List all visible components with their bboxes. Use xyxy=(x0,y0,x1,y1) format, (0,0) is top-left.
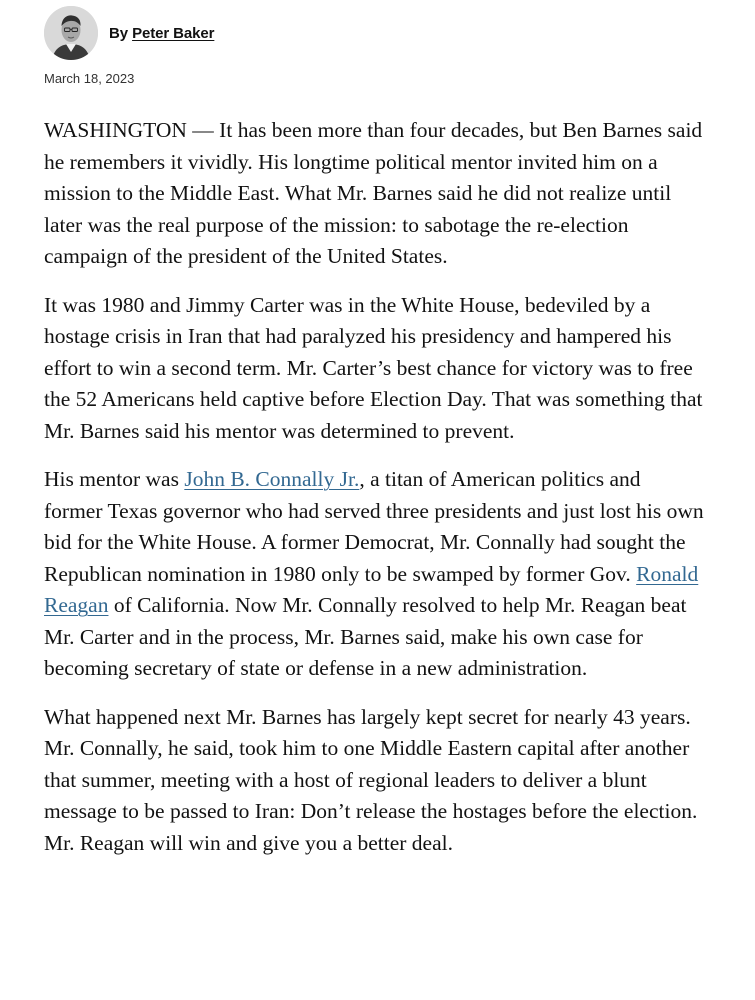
article-paragraph: What happened next Mr. Barnes has largely kept secret for nearly 43 years. Mr. Connally, he said, took him to one Middle Eastern capital after another that summer, meeting with a host of regional leaders to deliver a blunt message to be passed to Iran: Don’t release the hostages before the election. Mr. Reagan will win and give you a better deal. xyxy=(44,704,698,855)
ronald-reagan-link[interactable]: Ronald Reagan xyxy=(44,561,699,617)
article-paragraph xyxy=(44,464,704,685)
article-body xyxy=(44,115,704,876)
author-avatar-image xyxy=(44,6,98,60)
john-connally-link[interactable]: John B. Connally Jr. xyxy=(184,467,360,491)
paragraph-text: of California. Now Mr. Connally resolved to help Mr. Reagan beat Mr. Carter and in the process, Mr. Barnes said, make his own case for becoming secretary of state or defense in a new administration. xyxy=(44,593,687,680)
publish-date: March 18, 2023 xyxy=(44,71,135,86)
author-link[interactable]: Peter Baker xyxy=(132,24,215,42)
byline xyxy=(44,6,214,60)
article-paragraph: WASHINGTON — It has been more than four decades, but Ben Barnes said he remembers it vividly. His longtime political mentor invited him on a mission to the Middle East. What Mr. Barnes said he did not realize until later was the real purpose of the mission: to sabotage the re-election campaign of the president of the United States. xyxy=(44,118,703,268)
author-avatar[interactable] xyxy=(44,6,98,60)
byline-prefix: By xyxy=(109,24,128,42)
article-paragraph: It was 1980 and Jimmy Carter was in the White House, bedeviled by a hostage crisis in Iran that had paralyzed his presidency and hampered his effort to win a second term. Mr. Carter’s best chance for victory was to free the 52 Americans held captive before Election Day. That was something that Mr. Barnes said his mentor was determined to prevent. xyxy=(44,292,703,443)
paragraph-text: His mentor was xyxy=(44,467,185,491)
paragraph-text: , a titan of American politics and former Texas governor who had served three presidents and just lost his own bid for the White House. A former Democrat, Mr. Connally had sought the Republican nomination in 1980 only to be swamped by former Gov. xyxy=(44,467,704,586)
byline-text xyxy=(109,25,214,42)
